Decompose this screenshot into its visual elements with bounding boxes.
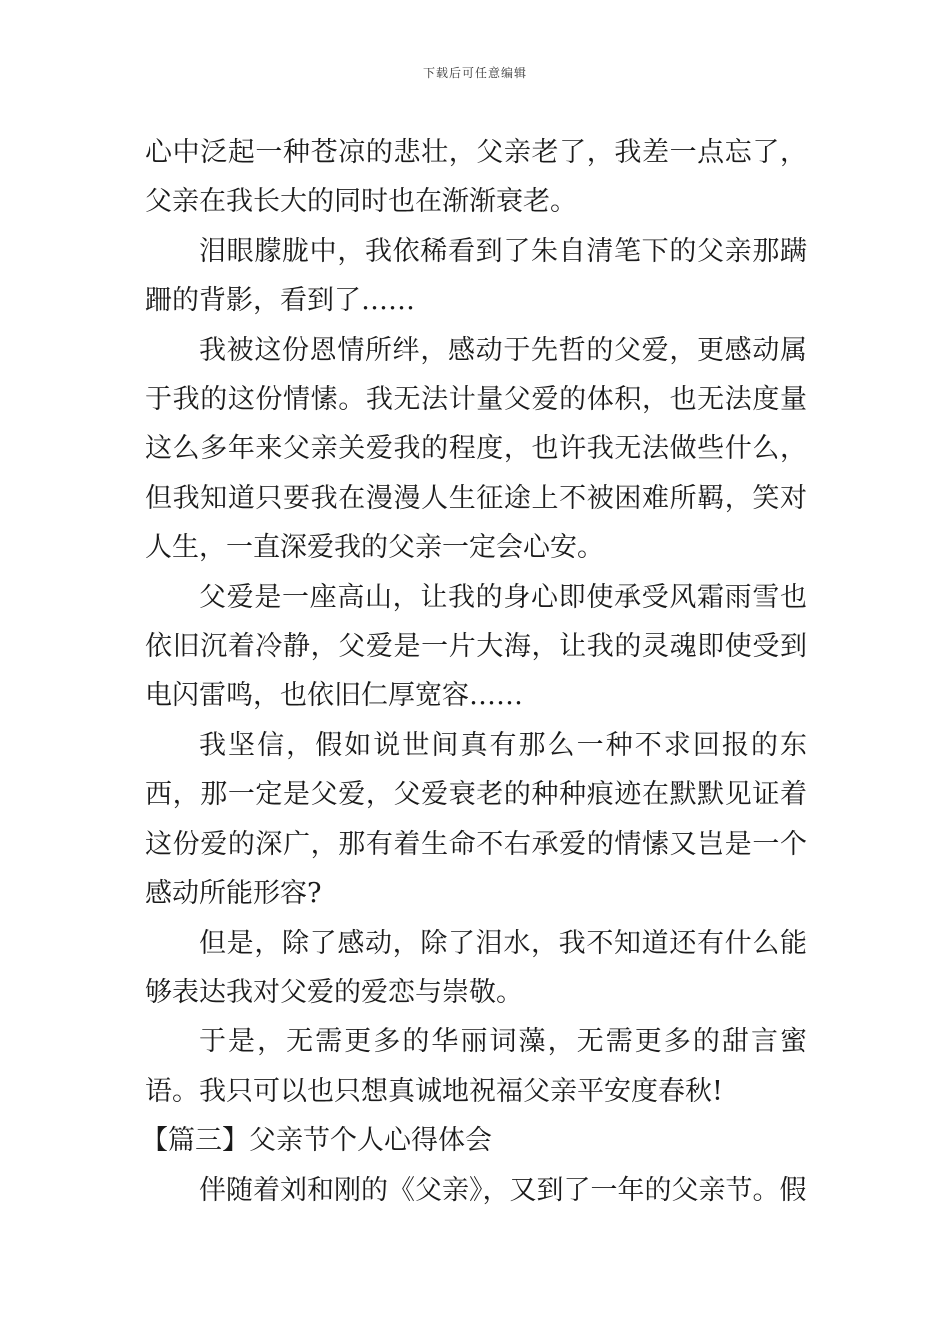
section-heading: 【篇三】父亲节个人心得体会: [141, 1125, 492, 1157]
paragraph: 泪眼朦胧中，我依稀看到了朱自清笔下的父亲那蹒跚的背影，看到了……: [145, 235, 807, 317]
page-header-note: 下载后可任意编辑: [422, 66, 527, 80]
paragraph: 但是，除了感动，除了泪水，我不知道还有什么能够表达我对父爱的爱恋与崇敬。: [145, 927, 807, 1008]
paragraph: 伴随着刘和刚的《父亲》，又到了一年的父亲节。假: [199, 1174, 807, 1206]
paragraph: 我坚信，假如说世间真有那么一种不求回报的东西，那一定是父爱，父爱衰老的种种痕迹在默默见证着这份爱的深广，那有着生命不右承爱的情愫又岂是一个感动所能形容?: [145, 729, 807, 910]
paragraph-continuation: 心中泛起一种苍凉的悲壮，父亲老了，我差一点忘了，父亲在我长大的同时也在渐渐衰老。: [145, 137, 807, 218]
paragraph: 我被这份恩情所绊，感动于先哲的父爱，更感动属于我的这份情愫。我无法计量父爱的体积，也无法度量这么多年来父亲关爱我的程度，也许我无法做些什么，但我知道只要我在漫漫人生征途上不被困难所羁，笑对人生，一直深爱我的父亲一定会心安。: [145, 334, 807, 564]
paragraph: 于是，无需更多的华丽词藻，无需更多的甜言蜜语。我只可以也只想真诚地祝福父亲平安度春秋!: [145, 1026, 807, 1107]
paragraph: 父爱是一座高山，让我的身心即使承受风霜雨雪也依旧沉着冷静，父爱是一片大海，让我的灵魂即使受到电闪雷鸣，也依旧仁厚宽容……: [145, 581, 807, 712]
document-body: [141, 128, 807, 1215]
